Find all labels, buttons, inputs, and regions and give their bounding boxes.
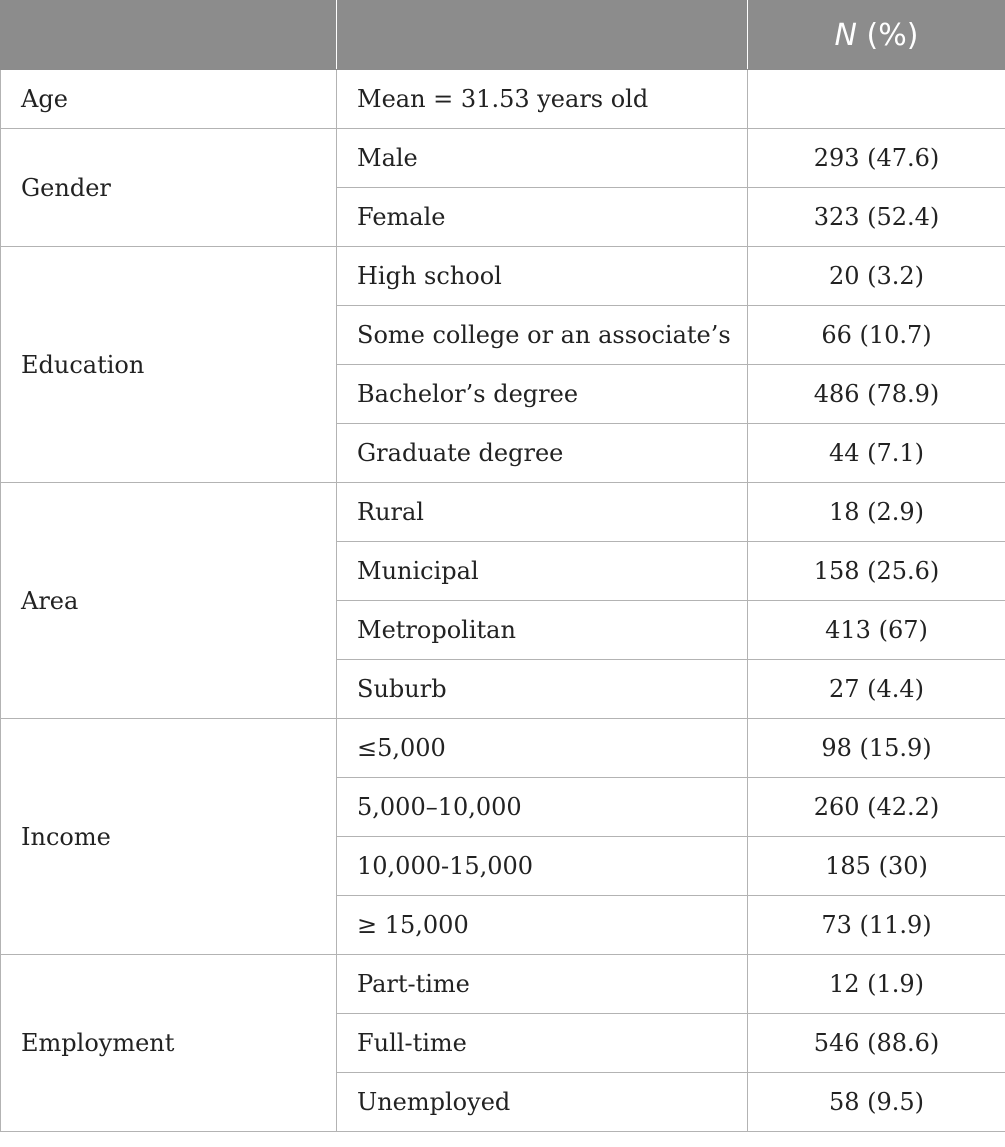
n-percent-value: 12 (1.9) [748,955,1005,1014]
category-label: High school [337,247,748,306]
n-percent-value: 413 (67) [748,601,1005,660]
category-label: ≤5,000 [337,719,748,778]
category-label: 5,000–10,000 [337,778,748,837]
variable-age: Age [1,70,337,129]
age-value: Mean = 31.53 years old [337,70,748,129]
n-percent-value: 27 (4.4) [748,660,1005,719]
table-row [1,129,1005,188]
table-row [1,719,1005,778]
n-percent-value: 185 (30) [748,837,1005,896]
table-row [1,483,1005,542]
header-percent: (%) [866,17,919,53]
n-percent-value: 260 (42.2) [748,778,1005,837]
category-label: Part-time [337,955,748,1014]
n-percent-value: 18 (2.9) [748,483,1005,542]
header-n: N [834,17,857,53]
header-row [1,1,1005,70]
n-percent-value: 546 (88.6) [748,1014,1005,1073]
category-label: Metropolitan [337,601,748,660]
category-label: Rural [337,483,748,542]
variable-area: Area [1,483,337,719]
variable-education: Education [1,247,337,483]
n-percent-value: 98 (15.9) [748,719,1005,778]
variable-income: Income [1,719,337,955]
n-percent-value: 20 (3.2) [748,247,1005,306]
category-label: Bachelor’s degree [337,365,748,424]
n-percent-value: 323 (52.4) [748,188,1005,247]
variable-gender: Gender [1,129,337,247]
header-n-percent [748,1,1005,70]
category-label: Suburb [337,660,748,719]
category-label: Full-time [337,1014,748,1073]
table-row [1,70,1005,129]
category-label: ≥ 15,000 [337,896,748,955]
header-category [337,1,748,70]
category-label: 10,000-15,000 [337,837,748,896]
category-label: Unemployed [337,1073,748,1132]
category-label: Municipal [337,542,748,601]
n-percent-value: 44 (7.1) [748,424,1005,483]
n-percent-value: 58 (9.5) [748,1073,1005,1132]
category-label: Male [337,129,748,188]
table-row [1,247,1005,306]
n-percent-value: 66 (10.7) [748,306,1005,365]
age-n [748,70,1005,129]
n-percent-value: 293 (47.6) [748,129,1005,188]
n-percent-value: 486 (78.9) [748,365,1005,424]
header-variable [1,1,337,70]
n-percent-value: 73 (11.9) [748,896,1005,955]
category-label: Graduate degree [337,424,748,483]
variable-employment: Employment [1,955,337,1132]
category-label: Female [337,188,748,247]
n-percent-value: 158 (25.6) [748,542,1005,601]
table-row [1,955,1005,1014]
category-label: Some college or an associate’s [337,306,748,365]
